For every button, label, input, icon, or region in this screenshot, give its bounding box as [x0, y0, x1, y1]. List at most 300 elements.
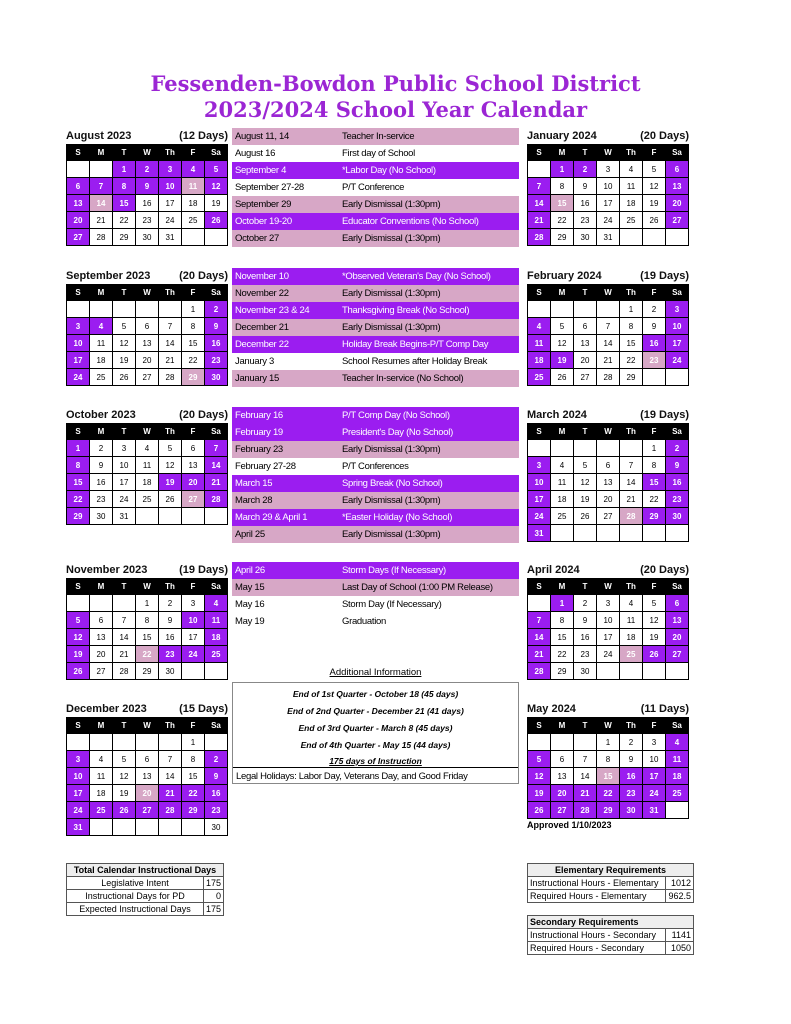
empty-day	[90, 301, 113, 318]
calendar-day: 11	[551, 474, 574, 491]
month-march-2024	[527, 407, 689, 542]
calendar-day: 29	[620, 369, 643, 386]
calendar-day: 2	[205, 751, 228, 768]
event-text: President's Day (No School)	[342, 427, 453, 438]
calendar-day: 27	[666, 212, 689, 229]
calendar-day: 5	[574, 457, 597, 474]
calendar-day: 13	[551, 768, 574, 785]
calendar-day: 26	[551, 369, 574, 386]
empty-day	[528, 734, 551, 751]
secondary-value: 1050	[666, 942, 694, 955]
empty-day	[67, 734, 90, 751]
calendar-day: 18	[205, 629, 228, 646]
month-day-count: (19 Days)	[640, 409, 689, 421]
day-header: T	[574, 424, 597, 440]
calendar-day: 28	[205, 491, 228, 508]
totals-table	[66, 863, 224, 916]
secondary-table	[527, 915, 694, 955]
calendar-day: 20	[136, 785, 159, 802]
calendar-day: 24	[528, 508, 551, 525]
empty-day	[597, 440, 620, 457]
month-october-2023	[66, 407, 228, 525]
calendar-day: 29	[551, 229, 574, 246]
month-name: March 2024	[527, 409, 587, 421]
calendar-day: 26	[528, 802, 551, 819]
month-grid	[527, 717, 689, 819]
event-date: February 19	[235, 427, 283, 438]
calendar-day: 13	[136, 335, 159, 352]
calendar-day: 27	[551, 802, 574, 819]
event-date: January 3	[235, 356, 275, 367]
calendar-day: 30	[205, 369, 228, 386]
empty-day	[643, 525, 666, 542]
calendar-day: 23	[205, 352, 228, 369]
calendar-day: 26	[643, 646, 666, 663]
empty-day	[620, 525, 643, 542]
day-header: F	[182, 145, 205, 161]
day-header: Sa	[666, 579, 689, 595]
events-list-2	[232, 268, 519, 387]
day-header: Sa	[666, 145, 689, 161]
empty-day	[597, 301, 620, 318]
event-row	[232, 441, 519, 458]
quarter-4: End of 4th Quarter - May 15 (44 days)	[300, 740, 451, 750]
calendar-day: 3	[67, 318, 90, 335]
empty-day	[90, 161, 113, 178]
event-date: April 26	[235, 565, 265, 576]
totals-label: Legislative Intent	[67, 877, 204, 890]
event-date: January 15	[235, 373, 280, 384]
calendar-day: 12	[528, 768, 551, 785]
calendar-day: 25	[90, 802, 113, 819]
month-header	[66, 562, 228, 578]
event-date: February 16	[235, 410, 283, 421]
day-header: W	[597, 424, 620, 440]
calendar-day: 5	[205, 161, 228, 178]
elementary-label: Instructional Hours - Elementary	[528, 877, 666, 890]
month-name: December 2023	[66, 703, 147, 715]
event-text: *Easter Holiday (No School)	[342, 512, 453, 523]
calendar-day: 18	[90, 352, 113, 369]
empty-day	[551, 734, 574, 751]
event-text: P/T Comp Day (No School)	[342, 410, 450, 421]
day-header: F	[182, 579, 205, 595]
empty-day	[205, 229, 228, 246]
elementary-table	[527, 863, 694, 903]
calendar-day: 23	[205, 802, 228, 819]
calendar-day: 4	[528, 318, 551, 335]
empty-day	[67, 301, 90, 318]
calendar-day: 2	[136, 161, 159, 178]
day-header: Th	[159, 285, 182, 301]
calendar-day: 29	[67, 508, 90, 525]
calendar-day: 4	[620, 161, 643, 178]
month-name: September 2023	[66, 270, 151, 282]
quarter-2: End of 2nd Quarter - December 21 (41 days)	[287, 706, 464, 716]
event-text: Holiday Break Begins-P/T Comp Day	[342, 339, 489, 350]
empty-day	[90, 819, 113, 836]
event-date: March 29 & April 1	[235, 512, 308, 523]
event-date: April 25	[235, 529, 265, 540]
day-header: M	[90, 285, 113, 301]
calendar-day: 10	[643, 751, 666, 768]
calendar-day: 16	[90, 474, 113, 491]
calendar-day: 13	[574, 335, 597, 352]
calendar-day: 2	[620, 734, 643, 751]
day-header: S	[67, 718, 90, 734]
calendar-day: 27	[136, 369, 159, 386]
event-row	[232, 268, 519, 285]
quarter-3: End of 3rd Quarter - March 8 (45 days)	[298, 723, 453, 733]
event-date: August 11, 14	[235, 131, 290, 142]
calendar-day: 16	[574, 629, 597, 646]
event-date: November 22	[235, 288, 289, 299]
calendar-day: 15	[620, 335, 643, 352]
calendar-day: 10	[113, 457, 136, 474]
calendar-day: 25	[620, 212, 643, 229]
empty-day	[113, 301, 136, 318]
calendar-day: 14	[597, 335, 620, 352]
calendar-day: 9	[205, 318, 228, 335]
calendar-day: 2	[90, 440, 113, 457]
month-day-count: (12 Days)	[179, 130, 228, 142]
event-text: Early Dismissal (1:30pm)	[342, 288, 441, 299]
calendar-day: 24	[643, 785, 666, 802]
day-header: S	[67, 579, 90, 595]
calendar-day: 21	[205, 474, 228, 491]
day-header: Sa	[666, 285, 689, 301]
empty-day	[643, 663, 666, 680]
calendar-day: 21	[574, 785, 597, 802]
event-text: Early Dismissal (1:30pm)	[342, 322, 441, 333]
month-day-count: (11 Days)	[640, 703, 689, 715]
empty-day	[67, 161, 90, 178]
month-day-count: (20 Days)	[179, 270, 228, 282]
calendar-day: 2	[666, 440, 689, 457]
month-may-2024	[527, 701, 689, 819]
event-row	[232, 596, 519, 613]
calendar-day: 7	[528, 178, 551, 195]
calendar-day: 9	[136, 178, 159, 195]
event-row	[232, 579, 519, 596]
event-date: December 21	[235, 322, 289, 333]
calendar-day: 5	[67, 612, 90, 629]
calendar-day: 9	[159, 612, 182, 629]
calendar-day: 3	[113, 440, 136, 457]
totals-value: 175	[203, 903, 223, 916]
day-header: Sa	[205, 718, 228, 734]
calendar-day: 5	[113, 751, 136, 768]
event-row	[232, 230, 519, 247]
elementary-header: Elementary Requirements	[528, 864, 694, 877]
empty-day	[90, 595, 113, 612]
calendar-day: 20	[136, 352, 159, 369]
calendar-day: 1	[620, 301, 643, 318]
empty-day	[620, 229, 643, 246]
event-row	[232, 162, 519, 179]
calendar-day: 28	[528, 229, 551, 246]
day-header: T	[574, 579, 597, 595]
calendar-day: 4	[136, 440, 159, 457]
calendar-day: 7	[159, 751, 182, 768]
empty-day	[205, 663, 228, 680]
calendar-day: 3	[597, 161, 620, 178]
event-text: Spring Break (No School)	[342, 478, 443, 489]
empty-day	[574, 734, 597, 751]
event-row	[232, 458, 519, 475]
calendar-day: 23	[159, 646, 182, 663]
event-row	[232, 526, 519, 543]
calendar-day: 25	[620, 646, 643, 663]
calendar-day: 9	[620, 751, 643, 768]
calendar-day: 4	[90, 751, 113, 768]
quarters-box	[232, 682, 519, 784]
calendar-day: 11	[620, 612, 643, 629]
day-header: Th	[159, 424, 182, 440]
calendar-day: 6	[551, 751, 574, 768]
calendar-day: 16	[666, 474, 689, 491]
calendar-day: 24	[666, 352, 689, 369]
event-date: February 27-28	[235, 461, 296, 472]
day-header: S	[67, 285, 90, 301]
day-header: Sa	[205, 285, 228, 301]
calendar-day: 19	[551, 352, 574, 369]
month-grid	[527, 284, 689, 386]
calendar-day: 8	[643, 457, 666, 474]
empty-day	[136, 734, 159, 751]
month-name: August 2023	[66, 130, 132, 142]
calendar-day: 5	[113, 318, 136, 335]
calendar-day: 25	[551, 508, 574, 525]
calendar-day: 18	[528, 352, 551, 369]
empty-day	[666, 229, 689, 246]
day-header: F	[643, 285, 666, 301]
empty-day	[528, 595, 551, 612]
calendar-day: 18	[551, 491, 574, 508]
calendar-day: 21	[597, 352, 620, 369]
calendar-day: 26	[67, 663, 90, 680]
calendar-day: 3	[182, 595, 205, 612]
month-november-2023	[66, 562, 228, 680]
calendar-day: 18	[182, 195, 205, 212]
event-text: P/T Conference	[342, 182, 405, 193]
calendar-day: 4	[90, 318, 113, 335]
calendar-day: 9	[666, 457, 689, 474]
calendar-day: 6	[182, 440, 205, 457]
calendar-day: 16	[574, 195, 597, 212]
calendar-day: 29	[113, 229, 136, 246]
empty-day	[597, 525, 620, 542]
calendar-day: 20	[90, 646, 113, 663]
calendar-day: 2	[574, 595, 597, 612]
calendar-day: 2	[159, 595, 182, 612]
calendar-day: 4	[666, 734, 689, 751]
day-header: T	[574, 718, 597, 734]
event-date: March 15	[235, 478, 273, 489]
calendar-day: 6	[136, 751, 159, 768]
month-grid	[66, 144, 228, 246]
month-grid	[66, 717, 228, 836]
calendar-day: 5	[643, 595, 666, 612]
day-header: F	[182, 285, 205, 301]
calendar-day: 9	[643, 318, 666, 335]
day-header: T	[113, 145, 136, 161]
day-header: S	[528, 424, 551, 440]
events-list-3	[232, 407, 519, 543]
month-grid	[66, 284, 228, 386]
empty-day	[136, 819, 159, 836]
day-header: M	[90, 424, 113, 440]
calendar-day: 18	[136, 474, 159, 491]
event-text: Teacher In-service	[342, 131, 415, 142]
elementary-label: Required Hours - Elementary	[528, 890, 666, 903]
calendar-day: 21	[620, 491, 643, 508]
event-row	[232, 424, 519, 441]
day-header: T	[113, 285, 136, 301]
calendar-day: 17	[597, 195, 620, 212]
calendar-day: 6	[666, 595, 689, 612]
calendar-day: 6	[67, 178, 90, 195]
calendar-day: 23	[620, 785, 643, 802]
month-name: October 2023	[66, 409, 136, 421]
day-header: S	[528, 145, 551, 161]
empty-day	[113, 819, 136, 836]
calendar-day: 19	[113, 785, 136, 802]
empty-day	[182, 229, 205, 246]
month-header	[527, 128, 689, 144]
calendar-day: 28	[620, 508, 643, 525]
month-name: May 2024	[527, 703, 576, 715]
calendar-day: 1	[643, 440, 666, 457]
calendar-day: 12	[113, 335, 136, 352]
empty-day	[528, 440, 551, 457]
month-grid	[66, 423, 228, 525]
event-text: Early Dismissal (1:30pm)	[342, 199, 441, 210]
calendar-day: 22	[620, 352, 643, 369]
calendar-day: 9	[90, 457, 113, 474]
calendar-day: 31	[113, 508, 136, 525]
calendar-day: 27	[136, 802, 159, 819]
calendar-day: 28	[528, 663, 551, 680]
event-row	[232, 336, 519, 353]
calendar-day: 17	[182, 629, 205, 646]
month-header	[66, 701, 228, 717]
day-header: Sa	[205, 579, 228, 595]
event-text: Teacher In-service (No School)	[342, 373, 464, 384]
calendar-day: 23	[643, 352, 666, 369]
calendar-title: 2023/2024 School Year Calendar	[203, 97, 588, 122]
calendar-day: 20	[574, 352, 597, 369]
event-text: First day of School	[342, 148, 415, 159]
event-row	[232, 407, 519, 424]
calendar-day: 22	[67, 491, 90, 508]
empty-day	[159, 508, 182, 525]
calendar-day: 30	[136, 229, 159, 246]
calendar-day: 11	[182, 178, 205, 195]
event-text: Storm Days (If Necessary)	[342, 565, 446, 576]
calendar-day: 12	[643, 178, 666, 195]
calendar-day: 8	[136, 612, 159, 629]
calendar-day: 8	[182, 318, 205, 335]
calendar-day: 30	[574, 663, 597, 680]
calendar-day: 14	[620, 474, 643, 491]
calendar-day: 26	[113, 369, 136, 386]
calendar-day: 10	[528, 474, 551, 491]
calendar-day: 24	[159, 212, 182, 229]
calendar-day: 4	[182, 161, 205, 178]
calendar-day: 19	[643, 629, 666, 646]
event-row	[232, 179, 519, 196]
month-august-2023	[66, 128, 228, 246]
legal-holidays: Legal Holidays: Labor Day, Veterans Day, and Good Friday	[233, 767, 518, 784]
event-date: August 16	[235, 148, 276, 159]
empty-day	[182, 508, 205, 525]
calendar-day: 12	[113, 768, 136, 785]
calendar-day: 28	[159, 369, 182, 386]
day-header: Sa	[666, 718, 689, 734]
empty-day	[643, 229, 666, 246]
empty-day	[666, 802, 689, 819]
event-text: Early Dismissal (1:30pm)	[342, 529, 441, 540]
totals-value: 175	[203, 877, 223, 890]
calendar-day: 21	[528, 646, 551, 663]
empty-day	[643, 369, 666, 386]
calendar-day: 23	[136, 212, 159, 229]
day-header: F	[643, 145, 666, 161]
day-header: F	[182, 718, 205, 734]
calendar-day: 15	[182, 335, 205, 352]
event-date: October 19-20	[235, 216, 292, 227]
event-text: *Observed Veteran's Day (No School)	[342, 271, 491, 282]
empty-day	[666, 369, 689, 386]
calendar-day: 19	[574, 491, 597, 508]
empty-day	[159, 819, 182, 836]
calendar-day: 5	[159, 440, 182, 457]
calendar-day: 14	[528, 195, 551, 212]
day-header: W	[597, 718, 620, 734]
calendar-day: 10	[67, 768, 90, 785]
empty-day	[551, 525, 574, 542]
month-day-count: (19 Days)	[179, 564, 228, 576]
day-header: F	[643, 579, 666, 595]
event-date: March 28	[235, 495, 273, 506]
calendar-day: 22	[182, 785, 205, 802]
calendar-day: 1	[551, 595, 574, 612]
calendar-day: 3	[643, 734, 666, 751]
day-header: F	[643, 424, 666, 440]
calendar-day: 6	[136, 318, 159, 335]
calendar-day: 5	[551, 318, 574, 335]
calendar-day: 10	[597, 178, 620, 195]
calendar-day: 16	[136, 195, 159, 212]
event-text: Early Dismissal (1:30pm)	[342, 233, 441, 244]
calendar-day: 29	[643, 508, 666, 525]
calendar-day: 8	[620, 318, 643, 335]
secondary-value: 1141	[666, 929, 694, 942]
day-header: Sa	[205, 424, 228, 440]
calendar-day: 17	[67, 785, 90, 802]
calendar-day: 1	[113, 161, 136, 178]
events-list-4	[232, 562, 519, 630]
calendar-day: 13	[182, 457, 205, 474]
calendar-day: 10	[159, 178, 182, 195]
calendar-day: 1	[182, 301, 205, 318]
month-header	[66, 268, 228, 284]
event-row	[232, 562, 519, 579]
day-header: Th	[159, 718, 182, 734]
empty-day	[113, 734, 136, 751]
month-april-2024	[527, 562, 689, 680]
